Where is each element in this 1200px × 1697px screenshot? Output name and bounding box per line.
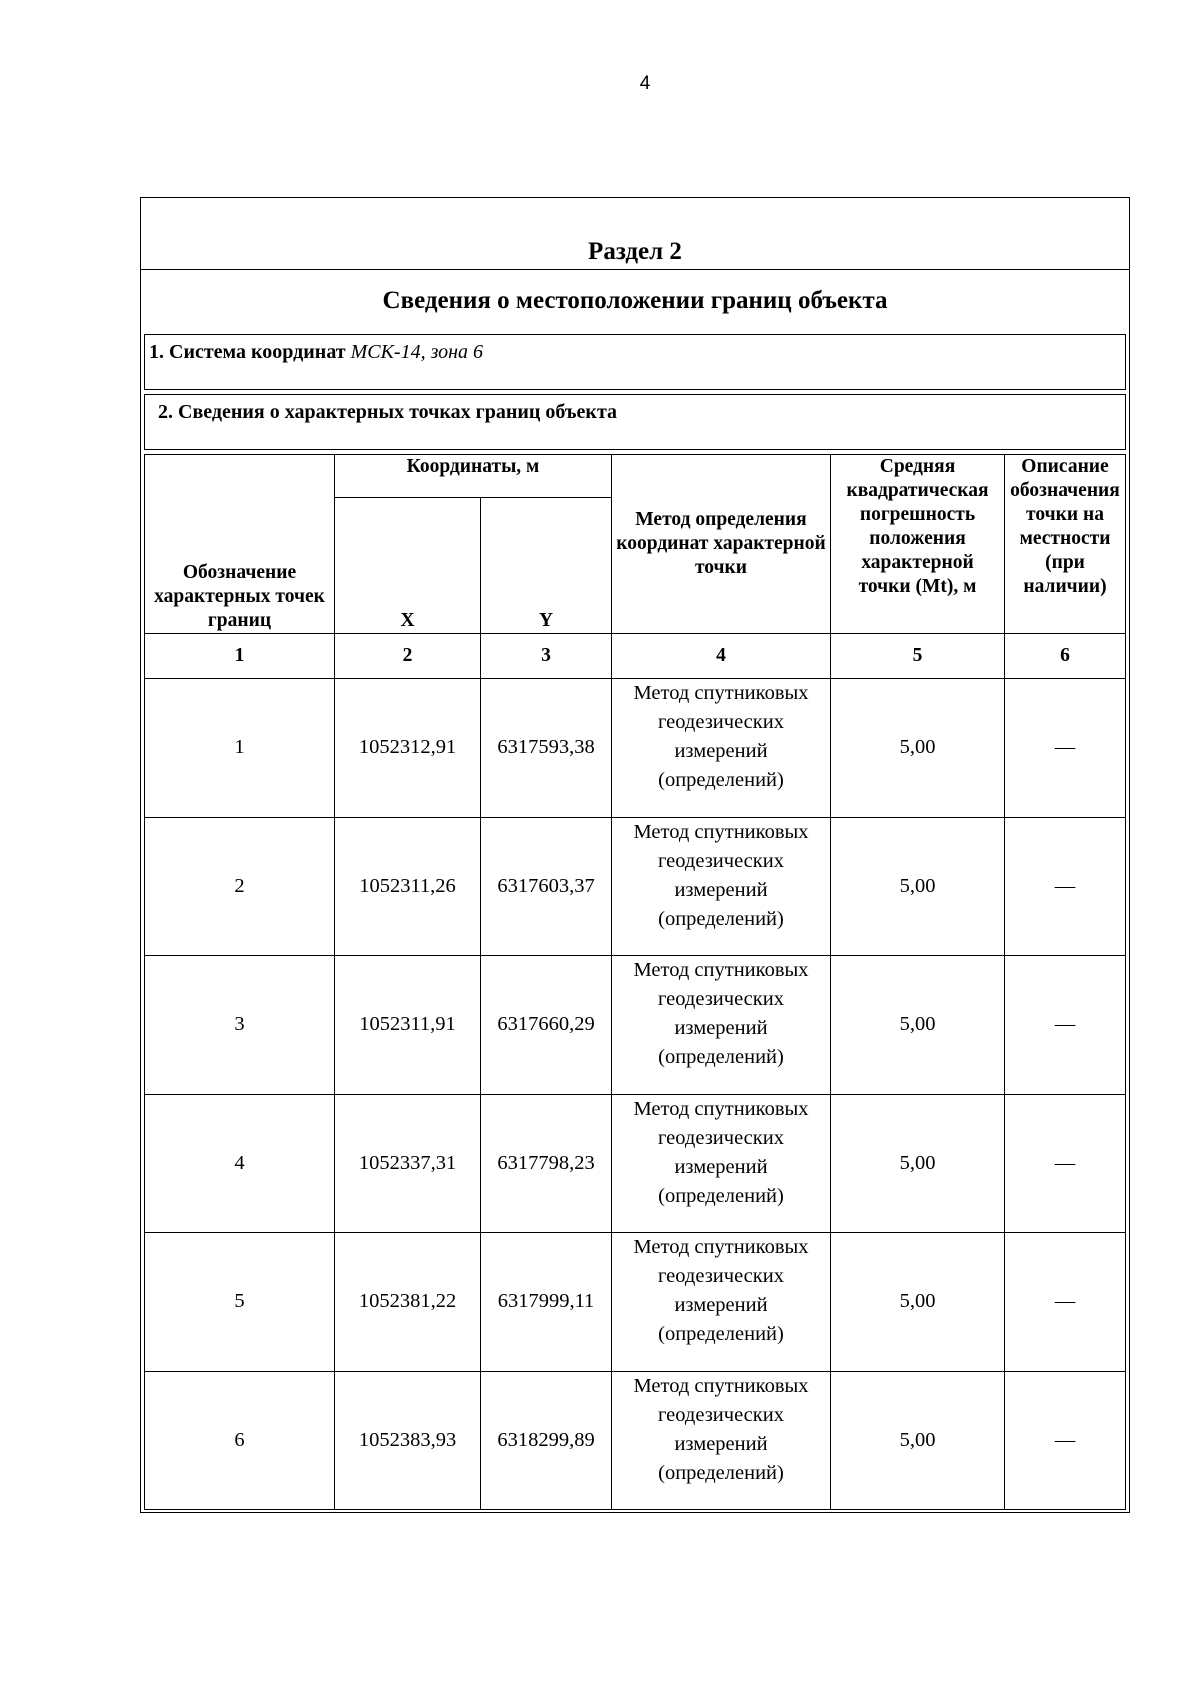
table-row [145, 1371, 1126, 1510]
point-method: Метод спутниковых геодезических измерений (определений) [612, 1371, 831, 1510]
point-y: 6317999,11 [481, 1233, 612, 1372]
point-description: — [1005, 679, 1126, 818]
point-designation: 4 [145, 1094, 335, 1233]
point-x: 1052383,93 [335, 1371, 481, 1510]
header-coordinates: Координаты, м [335, 455, 612, 498]
point-description: — [1005, 1371, 1126, 1510]
coordinate-system-label: 1. Система координат [149, 341, 346, 363]
section-title-row [141, 198, 1129, 270]
header-x: X [335, 498, 481, 634]
point-error: 5,00 [831, 679, 1005, 818]
header-error: Средняя квадратическая погрешность положения характерной точки (Mt), м [831, 455, 1005, 634]
point-error: 5,00 [831, 817, 1005, 956]
point-designation: 6 [145, 1371, 335, 1510]
point-method: Метод спутниковых геодезических измерений (определений) [612, 817, 831, 956]
point-y: 6317603,37 [481, 817, 612, 956]
point-error: 5,00 [831, 1233, 1005, 1372]
coordinate-system-box [144, 334, 1126, 390]
point-description: — [1005, 956, 1126, 1095]
section-subtitle: Сведения о местоположении границ объекта [382, 287, 888, 314]
column-number: 4 [612, 634, 831, 679]
table-row [145, 1094, 1126, 1233]
point-y: 6317798,23 [481, 1094, 612, 1233]
column-number: 5 [831, 634, 1005, 679]
table-row [145, 956, 1126, 1095]
section-title: Раздел 2 [588, 238, 682, 265]
column-number: 2 [335, 634, 481, 679]
point-error: 5,00 [831, 1371, 1005, 1510]
coordinate-system-value: МСК-14, зона 6 [350, 341, 484, 363]
point-method: Метод спутниковых геодезических измерений (определений) [612, 956, 831, 1095]
point-method: Метод спутниковых геодезических измерений (определений) [612, 1094, 831, 1233]
header-description: Описание обозначения точки на местности (при наличии) [1005, 455, 1126, 634]
point-designation: 2 [145, 817, 335, 956]
column-number: 1 [145, 634, 335, 679]
section-frame [140, 197, 1130, 1513]
points-section-box [144, 394, 1126, 450]
point-x: 1052381,22 [335, 1233, 481, 1372]
table-row [145, 1233, 1126, 1372]
header-designation: Обозначение характерных точек границ [145, 455, 335, 634]
point-x: 1052311,91 [335, 956, 481, 1095]
point-x: 1052311,26 [335, 817, 481, 956]
points-section-label: 2. Сведения о характерных точках границ объекта [158, 401, 618, 423]
boundary-points-table [144, 454, 1126, 1510]
point-description: — [1005, 817, 1126, 956]
point-method: Метод спутниковых геодезических измерений (определений) [612, 679, 831, 818]
point-description: — [1005, 1233, 1126, 1372]
point-y: 6318299,89 [481, 1371, 612, 1510]
point-designation: 3 [145, 956, 335, 1095]
point-description: — [1005, 1094, 1126, 1233]
point-designation: 5 [145, 1233, 335, 1372]
table-row [145, 817, 1126, 956]
point-y: 6317660,29 [481, 956, 612, 1095]
point-designation: 1 [145, 679, 335, 818]
table-row [145, 679, 1126, 818]
header-y: Y [481, 498, 612, 634]
point-y: 6317593,38 [481, 679, 612, 818]
point-x: 1052312,91 [335, 679, 481, 818]
page-number: 4 [639, 73, 651, 94]
section-subtitle-row [141, 270, 1129, 334]
column-number: 6 [1005, 634, 1126, 679]
point-error: 5,00 [831, 956, 1005, 1095]
point-x: 1052337,31 [335, 1094, 481, 1233]
column-number: 3 [481, 634, 612, 679]
point-method: Метод спутниковых геодезических измерений (определений) [612, 1233, 831, 1372]
header-method: Метод определения координат характерной точки [612, 455, 831, 634]
point-error: 5,00 [831, 1094, 1005, 1233]
